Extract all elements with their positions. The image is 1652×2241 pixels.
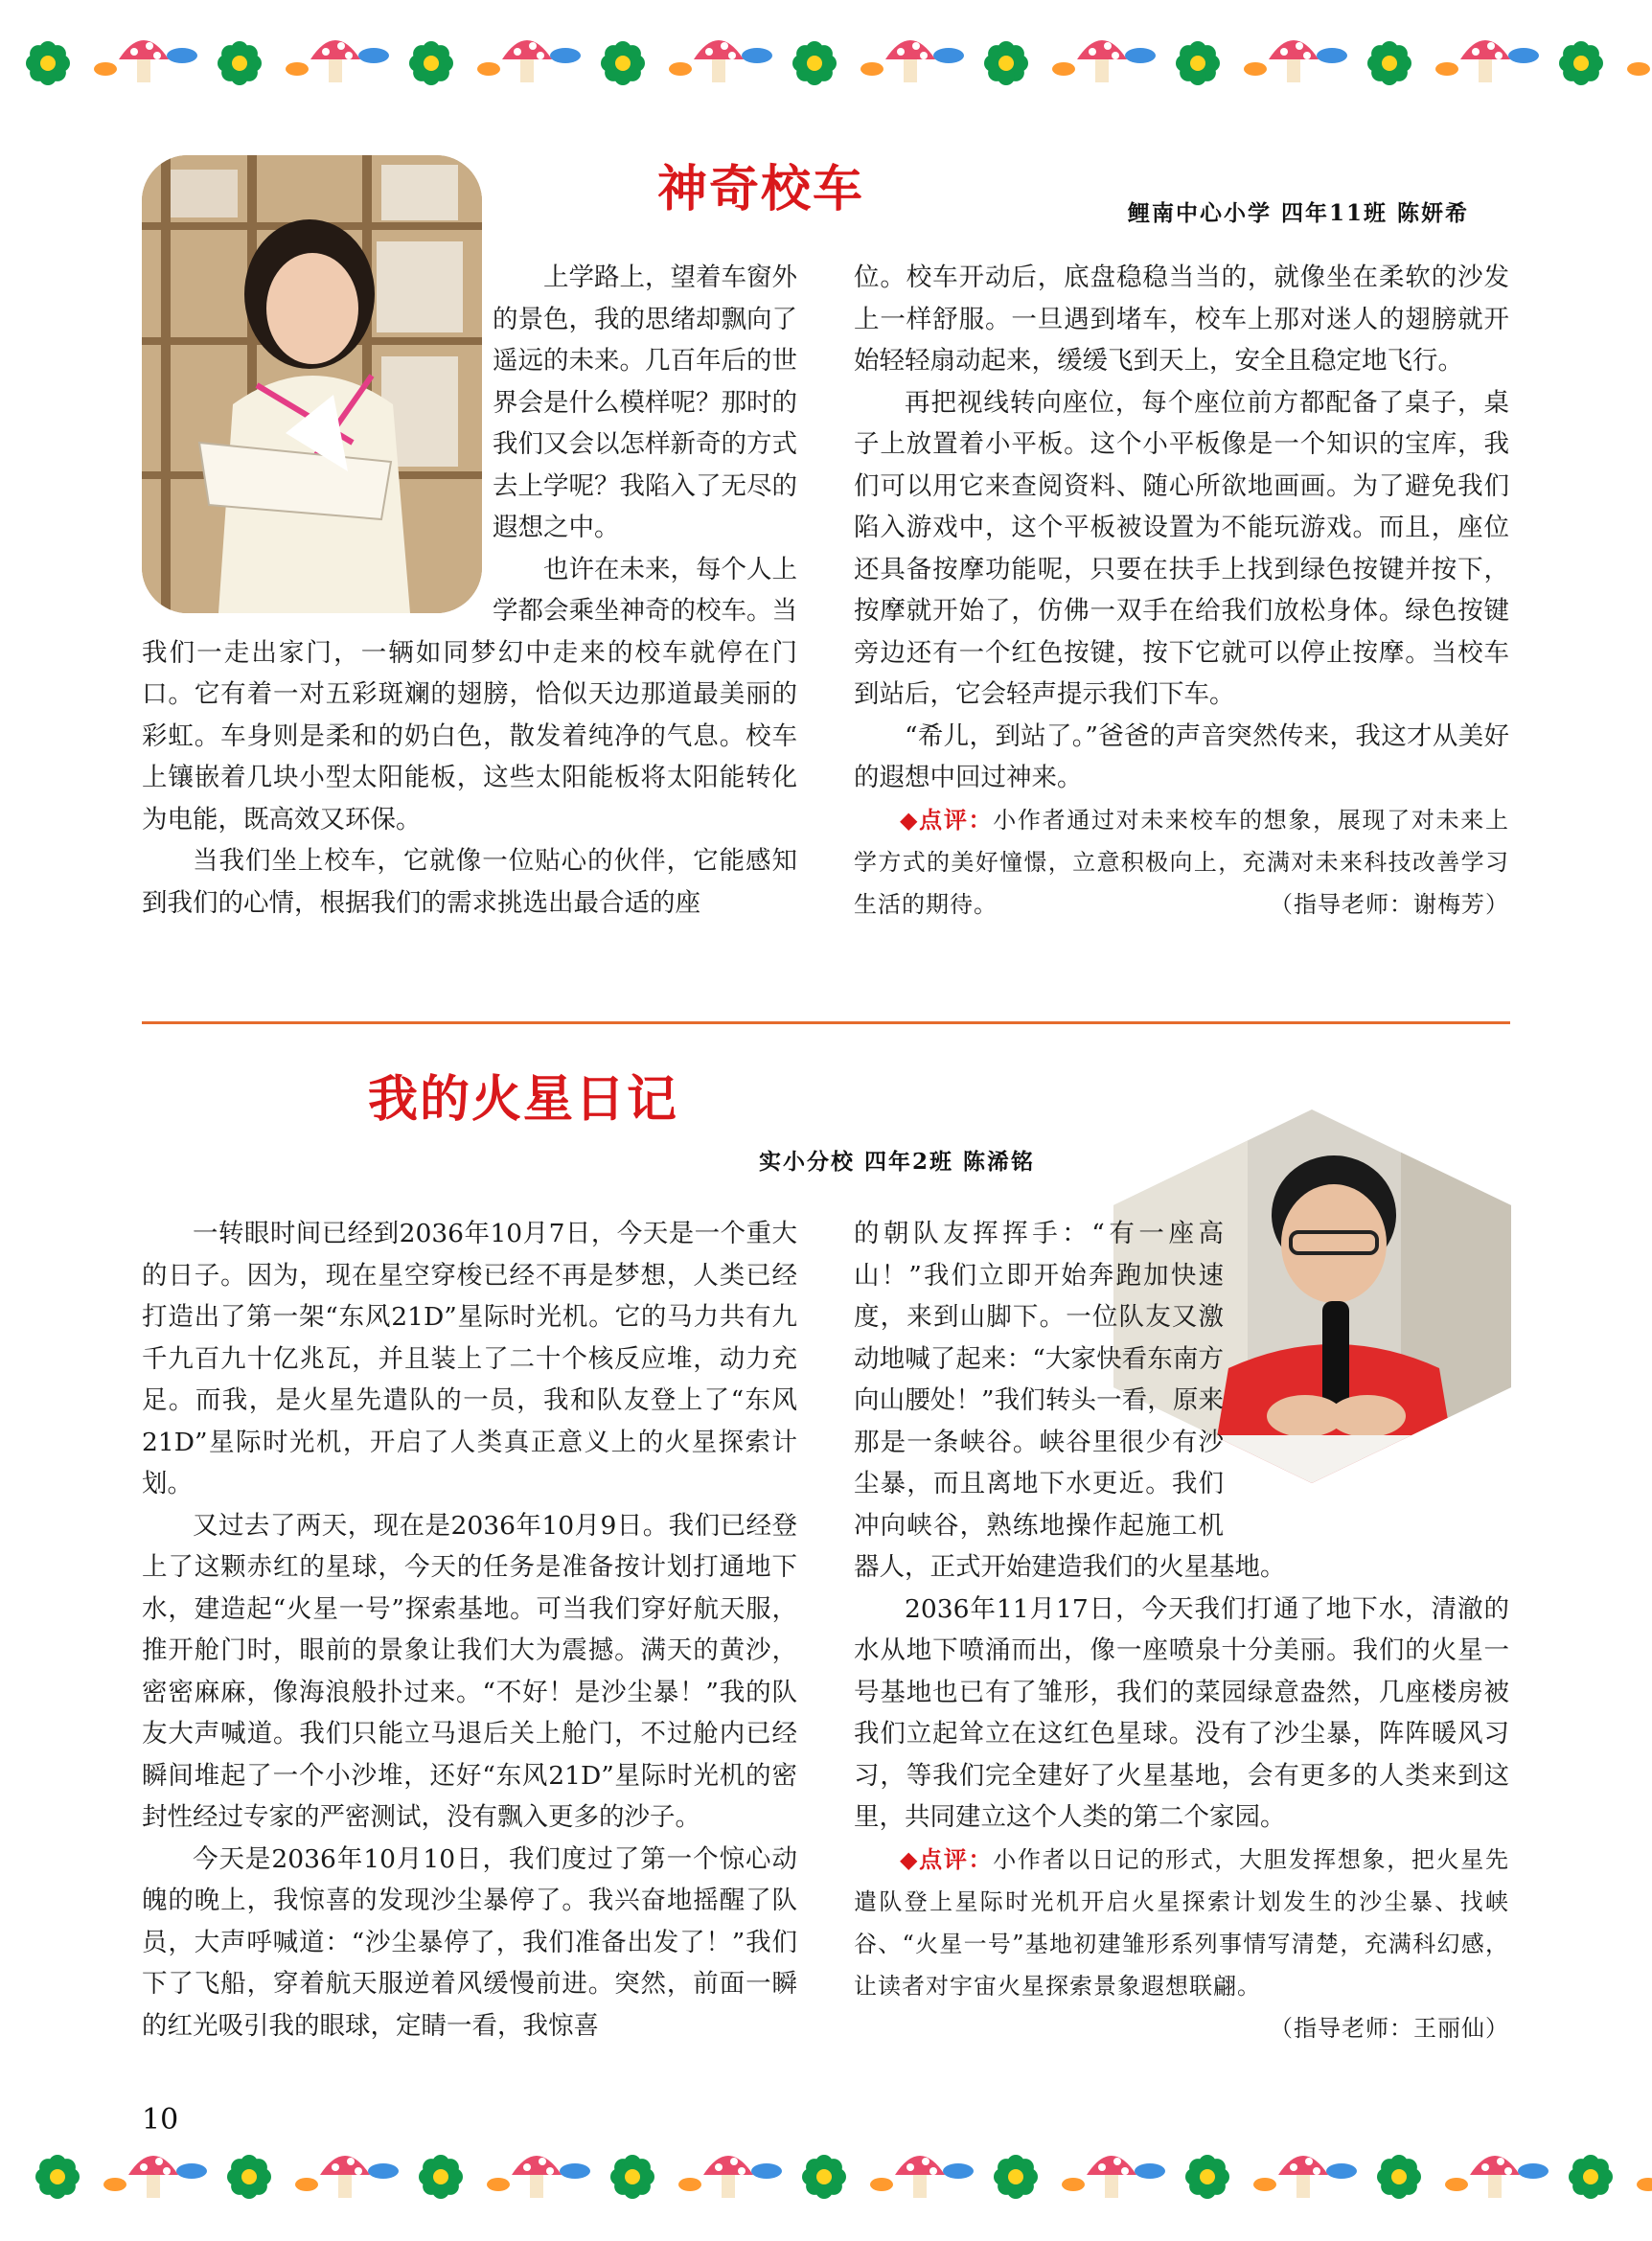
flower-icon [35,2155,80,2199]
mushroom-icon [669,40,772,82]
author-byline: 实小分校 四年2班 陈浠铭 [759,1149,1036,1175]
flower-icon [802,2155,846,2199]
flower-icon [1377,2155,1421,2199]
flower-icon [1176,41,1220,85]
article-left-column [142,1213,797,2047]
flower-icon [1367,41,1411,85]
article-title: 我的火星日记 [368,1070,679,1129]
paragraph: 上学路上，望着车窗外的景色，我的思绪却飘向了遥远的未来。几百年后的世界会是什么模样呢？那时的我们又会以怎样新奇的方式去上学呢？我陷入了无尽的遐想之中。 [493,263,797,542]
mushroom-icon [487,2156,590,2198]
flower-icon [984,41,1028,85]
paragraph: 今天是2036年10月10日，我们度过了第一个惊心动魄的晚上，我惊喜的发现沙尘暴停了。我兴奋地摇醒了队员，大声呼喊道：“沙尘暴停了，我们准备出发了！”我们下了飞船，穿着航天服逆着风缓慢前进。突然，前面一瞬的红光吸引我的眼球，定睛一看，我惊喜 [142,1843,797,2041]
mushroom-icon [286,40,389,82]
mushroom-icon [678,2156,782,2198]
teacher-credit: （指导老师：王丽仙） [1270,2014,1509,2042]
mushroom-icon [477,40,581,82]
flower-icon [409,41,453,85]
page-number: 10 [142,2103,179,2137]
paragraph: “希儿，到站了。”爸爸的声音突然传来，我这才从美好的遐想中回过神来。 [854,720,1509,792]
flower-icon [994,2155,1038,2199]
flower-icon [227,2155,271,2199]
mushroom-icon [1062,2156,1165,2198]
mushroom-icon [295,2156,399,2198]
flower-icon [1185,2155,1229,2199]
review-tag: ◆点评： [900,805,994,834]
flower-icon [610,2155,654,2199]
mushroom-icon [1244,40,1347,82]
mushroom-icon [1627,40,1652,82]
mushroom-icon [1052,40,1156,82]
article-right-column [854,257,1509,926]
paragraph: 又过去了两天，现在是2036年10月9日。我们已经登上了这颗赤红的星球，今天的任务是准备按计划打通地下水，建造起“火星一号”探索基地。可当我们穿好航天服，推开舱门时，眼前的景象让我们大为震撼。满天的黄沙，密密麻麻，像海浪般扑过来。“不好！是沙尘暴！”我的队友大声喊道。我们只能立马退后关上舱门，不过舱内已经瞬间堆起了一个小沙堆，还好“东风21D”星际时光机的密封性经过专家的严密测试，没有飘入更多的沙子。 [142,1510,797,1832]
mushroom-icon [1253,2156,1357,2198]
mushroom-icon [103,2156,207,2198]
flower-icon [26,41,70,85]
flower-icon [218,41,262,85]
bottom-decorative-border [0,2127,1652,2232]
flower-icon [601,41,645,85]
article-title: 神奇校车 [657,160,865,218]
review-block [854,1839,1509,2049]
article-right-column [854,1213,1509,2049]
mushroom-icon [94,40,197,82]
paragraph: 位。校车开动后，底盘稳稳当当的，就像坐在柔软的沙发上一样舒服。一旦遇到堵车，校车上那对迷人的翅膀就开始轻轻扇动起来，缓缓飞到天上，安全且稳定地飞行。 [854,263,1509,376]
top-decorative-border [0,0,1652,105]
paragraph: 也许在未来，每个人上学都会乘坐神奇的校车。当我们一走出家门，一辆如同梦幻中走来的校车就停在门口。它有着一对五彩斑斓的翅膀，恰似天边那道最美丽的彩虹。车身则是柔和的奶白色，散发着纯净的气息。校车上镶嵌着几块小型太阳能板，这些太阳能板将太阳能转化为电能，既高效又环保。 [142,554,797,835]
mushroom-icon [1445,2156,1549,2198]
paragraph: 当我们坐上校车，它就像一位贴心的伙伴，它能感知到我们的心情，根据我们的需求挑选出最合适的座 [142,846,797,918]
flower-icon [419,2155,463,2199]
author-byline: 鲤南中心小学 四年11班 陈妍希 [1128,200,1470,226]
article-left-column [142,257,797,924]
mushroom-icon [1637,2156,1652,2198]
review-tag: ◆点评： [900,1844,994,1873]
paragraph: 的朝队友挥挥手：“有一座高山！”我们立即开始奔跑加快速度，来到山脚下。一位队友又激动地喊了起来：“大家快看东南方向山腰处！”我们转头一看，原来那是一条峡谷。峡谷里很少有沙尘暴，而且离地下水更近。我们冲向峡谷，熟练地操作起施工机器人，正式开始建造我们的火星基地。 [854,1219,1286,1582]
flower-icon [1559,41,1603,85]
teacher-credit: （指导老师：谢梅芳） [1270,890,1509,918]
mushroom-icon [1435,40,1539,82]
paragraph: 2036年11月17日，今天我们打通了地下水，清澈的水从地下喷涌而出，像一座喷泉十分美丽。我们的火星一号基地也已有了雏形，我们的菜园绿意盎然，几座楼房被我们立起耸立在这红色星球。没有了沙尘暴，阵阵暖风习习，等我们完全建好了火星基地，会有更多的人类来到这里，共同建立这个人类的第二个家园。 [854,1593,1509,1832]
flower-icon [792,41,837,85]
flower-icon [1569,2155,1613,2199]
mushroom-icon [860,40,964,82]
review-text: 小作者通过对未来校车的想象，展现了对未来上学方式的美好憧憬，立意积极向上，充满对未来科技改善学习生活的期待。 [854,806,1509,918]
mushroom-icon [870,2156,974,2198]
review-text: 小作者以日记的形式，大胆发挥想象，把火星先遣队登上星际时光机开启火星探索计划发生的沙尘暴、找峡谷、“火星一号”基地初建雏形系列事情写清楚，充满科幻感，让读者对宇宙火星探索景象遐想联翩。 [854,1845,1509,2000]
review-block [854,799,1509,926]
paragraph: 一转眼时间已经到2036年10月7日，今天是一个重大的日子。因为，现在星空穿梭已经不再是梦想，人类已经打造出了第一架“东风21D”星际时光机。它的马力共有九千九百九十亿兆瓦，并且装上了二十个核反应堆，动力充足。而我，是火星先遣队的一员，我和队友登上了“东风21D”星际时光机，开启了人类真正意义上的火星探索计划。 [142,1219,797,1498]
section-divider [142,1021,1510,1024]
paragraph: 再把视线转向座位，每个座位前方都配备了桌子，桌子上放置着小平板。这个小平板像是一个知识的宝库，我们可以用它来查阅资料、随心所欲地画画。为了避免我们陷入游戏中，这个平板被设置为不能玩游戏。而且，座位还具备按摩功能呢，只要在扶手上找到绿色按键并按下，按摩就开始了，仿佛一双手在给我们放松身体。绿色按键旁边还有一个红色按键，按下它就可以停止按摩。当校车到站后，它会轻声提示我们下车。 [854,387,1509,709]
